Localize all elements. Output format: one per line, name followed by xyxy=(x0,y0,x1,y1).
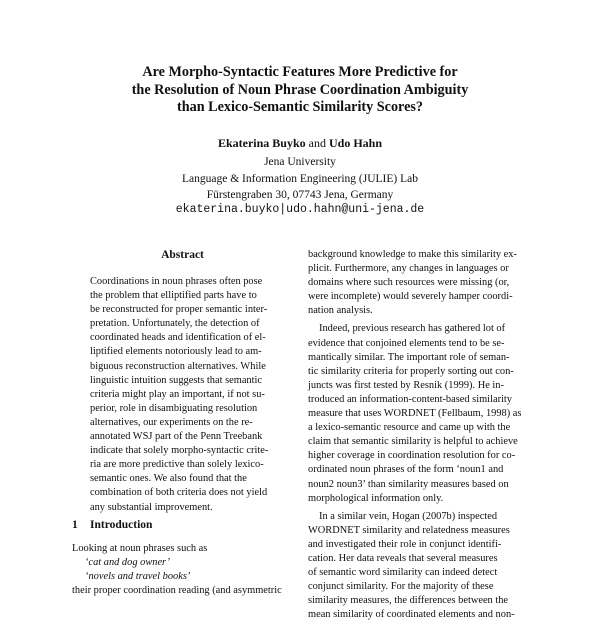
body-line: cation. Her data reveals that several measures xyxy=(308,552,498,564)
body-line: WORDNET similarity and relatedness measures xyxy=(308,524,510,536)
abstract-body xyxy=(90,275,275,515)
body-line: Indeed, previous research has gathered lot of xyxy=(319,323,506,335)
abstract-line: Coordinations in noun phrases often pose xyxy=(90,276,263,287)
abstract-line: pretation. Unfortunately, the detection of xyxy=(90,318,260,330)
title-line: Are Morpho-Syntactic Features More Predictive for xyxy=(142,64,458,80)
body-line: mantically similar. The important role of seman- xyxy=(308,351,510,363)
abstract-line: annotated WSJ part of the Penn Treebank xyxy=(90,431,263,443)
introduction-body xyxy=(72,542,304,598)
author-email: ekaterina.buyko|udo.hahn@uni-jena.de xyxy=(175,203,425,216)
section-number: 1 xyxy=(72,519,78,531)
title-line: the Resolution of Noun Phrase Coordination Ambiguity xyxy=(131,81,469,98)
body-line: plicit. Furthermore, any changes in languages or xyxy=(308,263,509,275)
body-line: a lexico-semantic resource and came up with the xyxy=(308,422,511,434)
intro-line: Looking at noun phrases such as xyxy=(72,543,208,554)
body-line: background knowledge to make this similarity ex- xyxy=(308,249,517,260)
abstract-line: coordinated heads and identification of el- xyxy=(90,332,266,344)
abstract-line: be reconstructed for proper semantic inter- xyxy=(90,304,268,316)
abstract-line: ria are more predictive than solely lexico- xyxy=(90,459,264,471)
author-name: Udo Hahn xyxy=(328,136,383,150)
abstract-line: criteria might play an important, if not su- xyxy=(90,388,265,400)
intro-line: their proper coordination reading (and asymmetric xyxy=(72,585,282,597)
title-line: than Lexico-Semantic Similarity Scores? xyxy=(176,99,424,115)
right-column xyxy=(308,248,533,622)
abstract-line: alternatives, our experiments on the re- xyxy=(90,416,253,428)
abstract-line: liptified elements notoriously lead to am- xyxy=(90,346,262,358)
body-line: noun2 noun3’ than similarity measures based on xyxy=(308,478,509,490)
abstract-line: semantic ones. We also found that the xyxy=(90,473,247,485)
abstract-line: biguous reconstruction alternatives. While xyxy=(90,360,266,372)
abstract-line: combination of both criteria does not yield xyxy=(90,487,268,499)
affiliation xyxy=(0,154,600,204)
abstract-line: linguistic intuition suggests that semantic xyxy=(90,374,263,386)
body-line: measure that uses WORDNET (Fellbaum, 1998) as xyxy=(308,408,522,420)
section-title: Introduction xyxy=(90,519,153,531)
paper-title xyxy=(60,64,540,117)
affiliation-line: Language & Information Engineering (JULIE) Lab xyxy=(182,172,418,185)
body-line: ordinated noun phrases of the form ‘noun1 and xyxy=(308,464,504,476)
body-line: evidence that conjoined elements tend to be se- xyxy=(308,337,505,349)
body-line: tic similarity criteria for properly sorting out con- xyxy=(308,365,514,377)
body-line: mean similarity of coordinated elements and non- xyxy=(308,609,515,621)
body-line: nation analysis. xyxy=(308,305,373,317)
body-line: and investigated their role in conjunct identifi- xyxy=(308,538,502,550)
body-line: In a similar vein, Hogan (2007b) inspected xyxy=(319,510,498,522)
body-line: higher coverage in coordination resolution for co- xyxy=(308,450,516,462)
author-name: Ekaterina Buyko xyxy=(217,136,306,150)
affiliation-line: Fürstengraben 30, 07743 Jena, Germany xyxy=(206,189,394,201)
body-line: claim that semantic similarity is helpful to achieve xyxy=(308,436,518,448)
affiliation-line: Jena University xyxy=(264,156,336,168)
body-line: morphological information only. xyxy=(308,492,444,504)
section-heading-introduction xyxy=(72,519,152,531)
body-line: troduced an information-content-based similarity xyxy=(308,393,512,405)
author-conjunction: and xyxy=(308,136,326,150)
body-line: juncts was first tested by Resnik (1999). He in- xyxy=(308,379,504,391)
body-line: of semantic word similarity can indeed detect xyxy=(308,567,498,579)
abstract-heading: Abstract xyxy=(161,249,204,261)
intro-example: ‘cat and dog owner’ xyxy=(85,557,170,569)
body-line: were incomplete) would severely hamper coordi- xyxy=(308,291,513,303)
intro-example: ‘novels and travel books’ xyxy=(85,571,191,583)
body-line: conjunct similarity. For the majority of these xyxy=(308,581,494,593)
body-line: domains where such resources were missing (or, xyxy=(308,277,510,289)
abstract-line: any substantial improvement. xyxy=(90,501,213,513)
abstract-line: indicate that solely morpho-syntactic crite- xyxy=(90,445,269,457)
body-line: similarity measures, the differences between the xyxy=(308,595,509,607)
abstract-line: perior, role in disambiguating resolution xyxy=(90,402,258,414)
abstract-line: the problem that elliptified parts have to xyxy=(90,290,257,302)
author-line xyxy=(0,136,600,151)
